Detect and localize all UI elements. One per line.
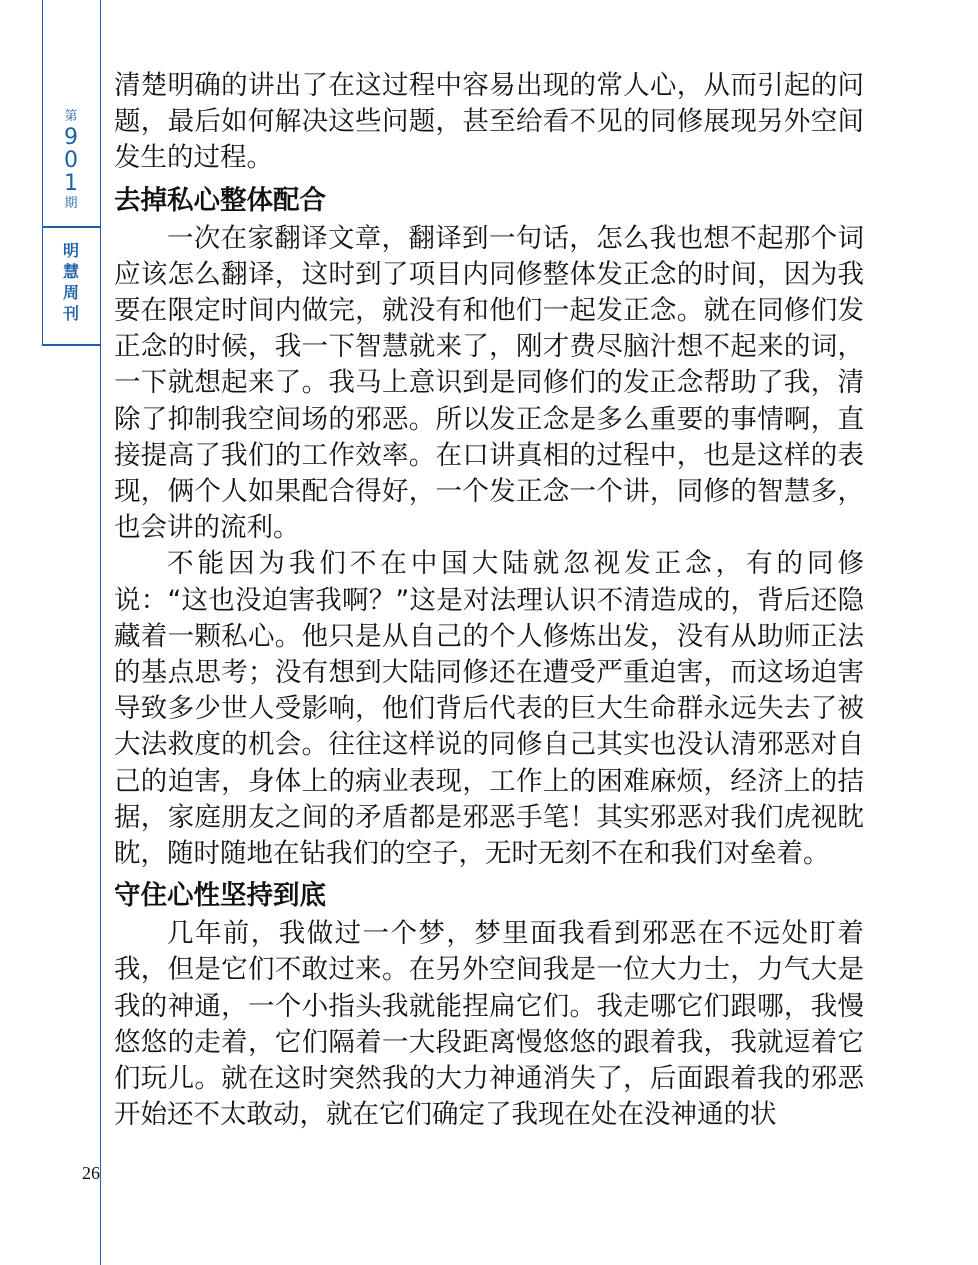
magazine-char: 周	[62, 283, 79, 302]
issue-digit: 1	[64, 171, 78, 196]
article-body	[114, 68, 864, 1133]
magazine-char: 刊	[62, 304, 79, 323]
issue-number	[42, 108, 100, 213]
paragraph: 几年前，我做过一个梦，梦里面我看到邪恶在不远处盯着我，但是它们不敢过来。在另外空间我是一位大力士，力气大是我的神通，一个小指头我就能捏扁它们。我走哪它们跟哪，我慢悠悠的走着，它们隔着一大段距离慢悠悠的跟着我，我就逗着它们玩儿。就在这时突然我的大力神通消失了，后面跟着我的邪恶开始还不太敢动，就在它们确定了我现在处在没神通的状	[114, 918, 864, 1131]
magazine-char: 明	[62, 241, 79, 260]
section-heading: 去掉私心整体配合	[114, 184, 326, 216]
sidebar-rule-top	[42, 226, 100, 228]
page-number: 26	[82, 1163, 100, 1183]
sidebar-divider	[100, 0, 101, 1265]
magazine-char: 慧	[62, 262, 79, 281]
issue-digit: 9	[64, 125, 78, 150]
paragraph: 清楚明确的讲出了在这过程中容易出现的常人心，从而引起的问题，最后如何解决这些问题，甚至给看不见的同修展现另外空间发生的过程。	[114, 70, 864, 174]
issue-suffix: 期	[64, 196, 78, 211]
issue-digit: 0	[64, 148, 78, 173]
section-heading: 守住心性坚持到底	[114, 880, 326, 912]
sidebar-rule-bottom	[42, 344, 100, 346]
issue-prefix: 第	[64, 109, 78, 124]
paragraph: 一次在家翻译文章，翻译到一句话，怎么我也想不起那个词应该怎么翻译，这时到了项目内同修整体发正念的时间，因为我要在限定时间内做完，就没有和他们一起发正念。就在同修们发正念的时候，我一下智慧就来了，刚才费尽脑汁想不起来的词，一下就想起来了。我马上意识到是同修们的发正念帮助了我，清除了抑制我空间场的邪恶。所以发正念是多么重要的事情啊，直接提高了我们的工作效率。在口讲真相的过程中，也是这样的表现，俩个人如果配合得好，一个发正念一个讲，同修的智慧多，也会讲的流利。	[114, 222, 864, 544]
magazine-name	[42, 240, 100, 324]
paragraph: 不能因为我们不在中国大陆就忽视发正念，有的同修说：“这也没迫害我啊？”这是对法理认识不清造成的，背后还隐藏着一颗私心。他只是从自己的个人修炼出发，没有从助师正法的基点思考；没有想到大陆同修还在遭受严重迫害，而这场迫害导致多少世人受影响，他们背后代表的巨大生命群永远失去了被大法救度的机会。往往这样说的同修自己其实也没认清邪恶对自己的迫害，身体上的病业表现，工作上的困难麻烦，经济上的拮据，家庭朋友之间的矛盾都是邪恶手笔！其实邪恶对我们虎视眈眈，随时随地在钻我们的空子，无时无刻不在和我们对垒着。	[114, 548, 864, 870]
